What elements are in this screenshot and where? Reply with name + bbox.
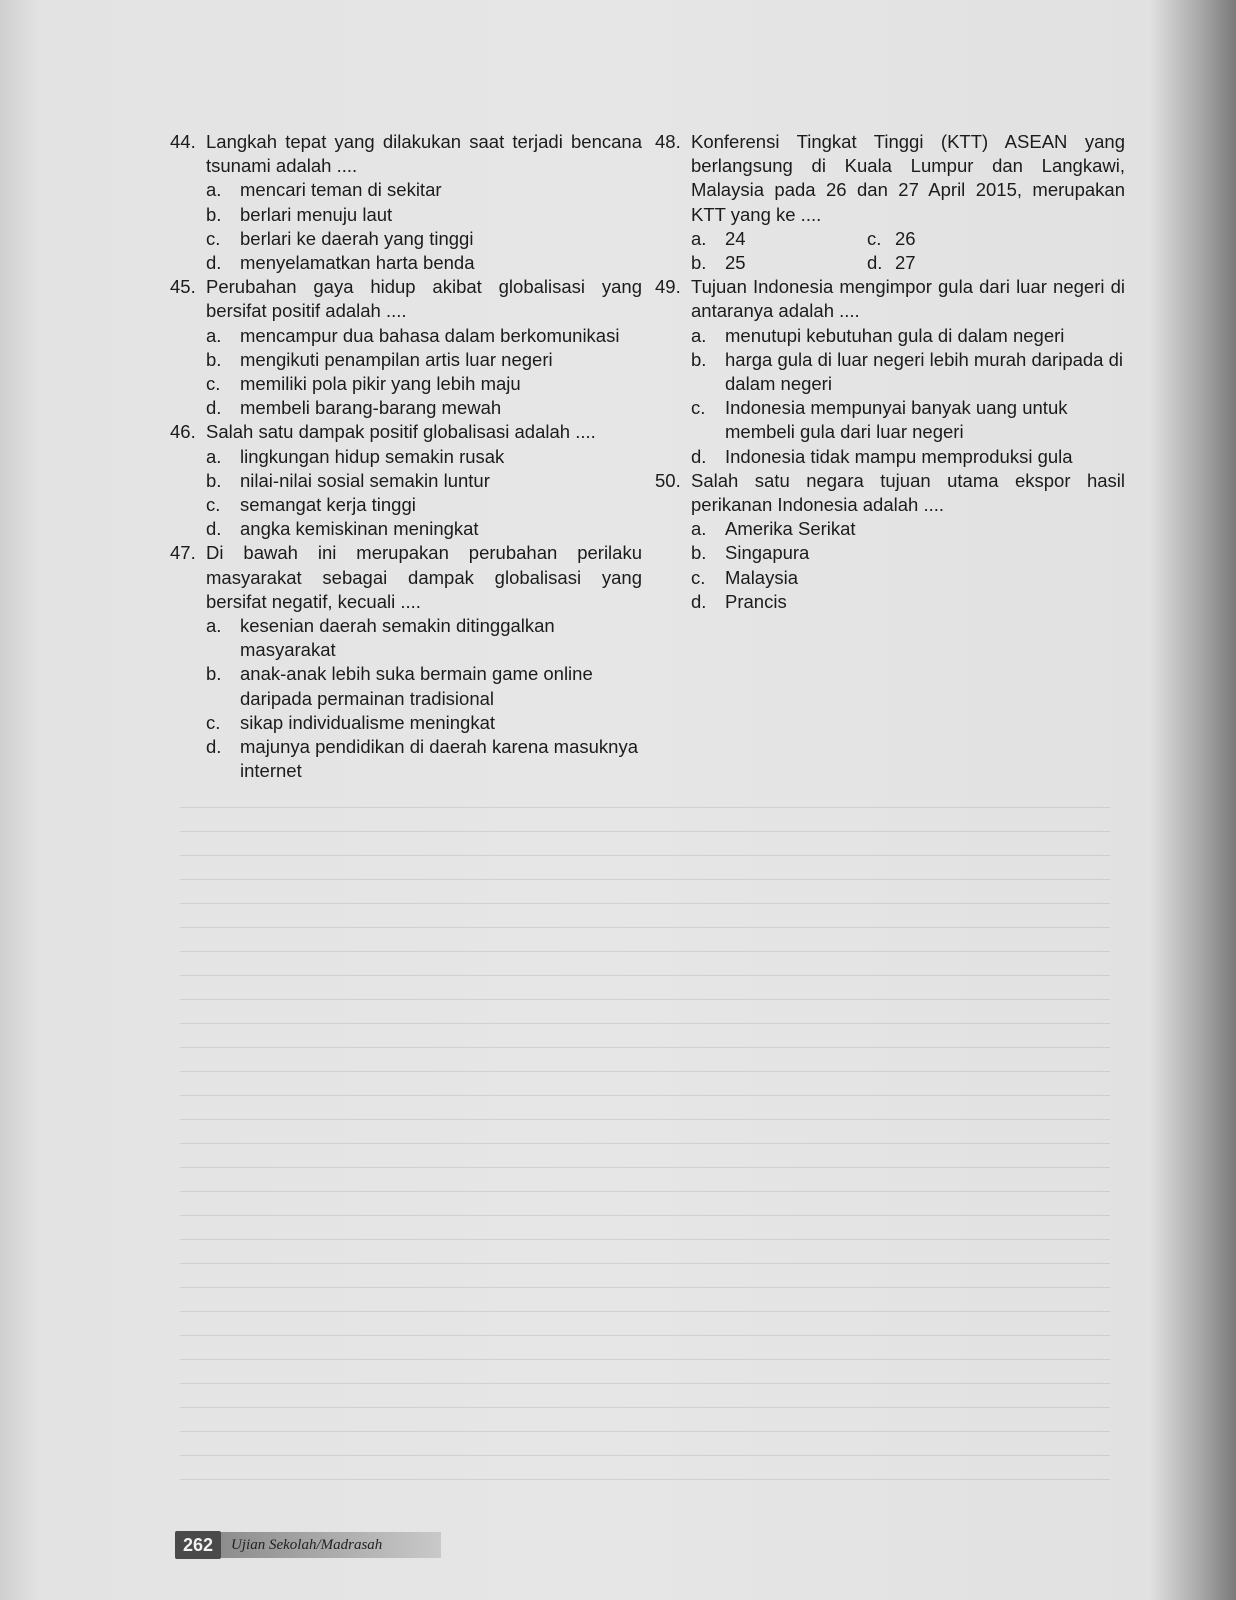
option-letter: a. xyxy=(691,227,707,249)
option-letter: c. xyxy=(691,566,706,588)
option-letter: c. xyxy=(867,227,882,249)
option-c xyxy=(170,493,642,517)
footer-title: Ujian Sekolah/Madrasah xyxy=(231,1536,383,1553)
option-d xyxy=(655,445,1125,469)
option-c xyxy=(655,566,1125,590)
option-letter: a. xyxy=(206,445,222,467)
option-letter: b. xyxy=(691,542,707,564)
question-48 xyxy=(655,130,1125,227)
option-b xyxy=(170,203,642,227)
option-text: memiliki pola pikir yang lebih maju xyxy=(240,373,521,395)
question-number: 50. xyxy=(655,469,681,491)
option-a xyxy=(170,445,642,469)
option-d xyxy=(170,396,642,420)
option-c xyxy=(170,711,642,735)
option-row xyxy=(655,227,1125,251)
question-47 xyxy=(170,541,642,614)
option-letter: a. xyxy=(206,615,222,637)
option-b xyxy=(170,348,642,372)
option-letter: c. xyxy=(206,494,221,516)
page-number: 262 xyxy=(175,1531,221,1559)
option-letter: c. xyxy=(206,227,221,249)
option-d xyxy=(655,590,1125,614)
option-a xyxy=(170,324,642,348)
option-row xyxy=(655,251,1125,275)
option-text: angka kemiskinan meningkat xyxy=(240,518,479,540)
option-c xyxy=(655,396,1125,444)
option-text: Amerika Serikat xyxy=(725,518,856,540)
option-text: 27 xyxy=(895,252,916,274)
option-c xyxy=(855,227,1055,251)
question-45 xyxy=(170,275,642,323)
option-text: anak-anak lebih suka bermain game online daripada permainan tradisional xyxy=(240,663,593,709)
right-column xyxy=(655,130,1125,614)
option-d xyxy=(170,251,642,275)
option-text: Indonesia tidak mampu memproduksi gula xyxy=(725,445,1073,467)
question-stem: Salah satu negara tujuan utama ekspor hasil perikanan Indonesia adalah .... xyxy=(691,469,1125,516)
question-44 xyxy=(170,130,642,178)
option-text: semangat kerja tinggi xyxy=(240,494,416,516)
option-text: 26 xyxy=(895,227,916,249)
question-stem: Di bawah ini merupakan perubahan perilaku masyarakat sebagai dampak globalisasi yang bersifat negatif, kecuali .... xyxy=(206,542,642,612)
option-a xyxy=(170,614,642,662)
option-b xyxy=(655,541,1125,565)
option-letter: b. xyxy=(206,348,222,370)
footer-bar xyxy=(221,1532,441,1558)
option-c xyxy=(170,372,642,396)
option-letter: d. xyxy=(691,445,707,467)
option-a xyxy=(655,227,855,251)
question-46 xyxy=(170,420,642,444)
option-letter: c. xyxy=(206,373,221,395)
option-letter: a. xyxy=(691,518,707,540)
option-a xyxy=(655,324,1125,348)
option-letter: c. xyxy=(206,711,221,733)
question-number: 47. xyxy=(170,542,196,564)
question-number: 49. xyxy=(655,276,681,298)
question-stem: Tujuan Indonesia mengimpor gula dari luar negeri di antaranya adalah .... xyxy=(691,276,1125,322)
option-d xyxy=(170,517,642,541)
option-text: nilai-nilai sosial semakin luntur xyxy=(240,469,490,491)
option-text: mengikuti penampilan artis luar negeri xyxy=(240,348,553,370)
option-letter: a. xyxy=(206,324,222,346)
option-letter: d. xyxy=(867,252,883,274)
option-letter: d. xyxy=(206,397,222,419)
option-text: menyelamatkan harta benda xyxy=(240,252,475,274)
question-stem: Langkah tepat yang dilakukan saat terjadi bencana tsunami adalah .... xyxy=(206,131,642,177)
option-b xyxy=(170,662,642,710)
option-text: lingkungan hidup semakin rusak xyxy=(240,445,505,467)
left-column xyxy=(170,130,642,783)
option-b xyxy=(655,251,855,275)
option-text: Indonesia mempunyai banyak uang untuk membeli gula dari luar negeri xyxy=(725,397,1068,443)
option-letter: a. xyxy=(206,179,222,201)
question-50 xyxy=(655,469,1125,517)
option-text: Singapura xyxy=(725,542,810,564)
option-text: berlari ke daerah yang tinggi xyxy=(240,227,474,249)
option-text: membeli barang-barang mewah xyxy=(240,397,502,419)
option-letter: b. xyxy=(206,203,222,225)
option-c xyxy=(170,227,642,251)
question-number: 48. xyxy=(655,131,681,152)
option-letter: d. xyxy=(206,518,222,540)
option-letter: b. xyxy=(691,348,707,370)
question-stem: Konferensi Tingkat Tinggi (KTT) ASEAN yang berlangsung di Kuala Lumpur dan Langkawi, Malaysia pada 26 dan 27 April 2015, merupakan KTT yang ke .... xyxy=(691,131,1125,225)
option-letter: b. xyxy=(206,469,222,491)
option-b xyxy=(655,348,1125,396)
option-letter: d. xyxy=(206,252,222,274)
option-b xyxy=(170,469,642,493)
question-stem: Perubahan gaya hidup akibat globalisasi yang bersifat positif adalah .... xyxy=(206,276,642,322)
option-a xyxy=(170,178,642,202)
option-d xyxy=(170,735,642,783)
option-text: harga gula di luar negeri lebih murah daripada di dalam negeri xyxy=(725,348,1124,395)
option-letter: b. xyxy=(691,252,707,274)
option-a xyxy=(655,517,1125,541)
option-letter: d. xyxy=(206,736,222,758)
option-text: Prancis xyxy=(725,590,787,612)
question-number: 46. xyxy=(170,421,196,443)
question-stem: Salah satu dampak positif globalisasi adalah .... xyxy=(206,421,596,443)
question-49 xyxy=(655,275,1125,323)
option-letter: a. xyxy=(691,324,707,346)
option-letter: b. xyxy=(206,663,222,685)
option-text: kesenian daerah semakin ditinggalkan masyarakat xyxy=(240,615,555,661)
option-d xyxy=(855,251,1055,275)
option-text: menutupi kebutuhan gula di dalam negeri xyxy=(725,324,1065,346)
option-text: mencari teman di sekitar xyxy=(240,179,442,201)
option-text: berlari menuju laut xyxy=(240,203,393,225)
show-through-texture xyxy=(180,790,1110,1480)
option-letter: d. xyxy=(691,590,707,612)
option-text: 24 xyxy=(725,227,746,249)
option-text: sikap individualisme meningkat xyxy=(240,711,496,733)
option-text: Malaysia xyxy=(725,566,798,588)
page-footer xyxy=(175,1530,441,1560)
question-number: 45. xyxy=(170,276,196,298)
option-text: majunya pendidikan di daerah karena masuknya internet xyxy=(240,736,639,782)
option-text: mencampur dua bahasa dalam berkomunikasi xyxy=(240,324,620,346)
question-number: 44. xyxy=(170,131,196,152)
option-letter: c. xyxy=(691,397,706,419)
option-text: 25 xyxy=(725,252,746,274)
